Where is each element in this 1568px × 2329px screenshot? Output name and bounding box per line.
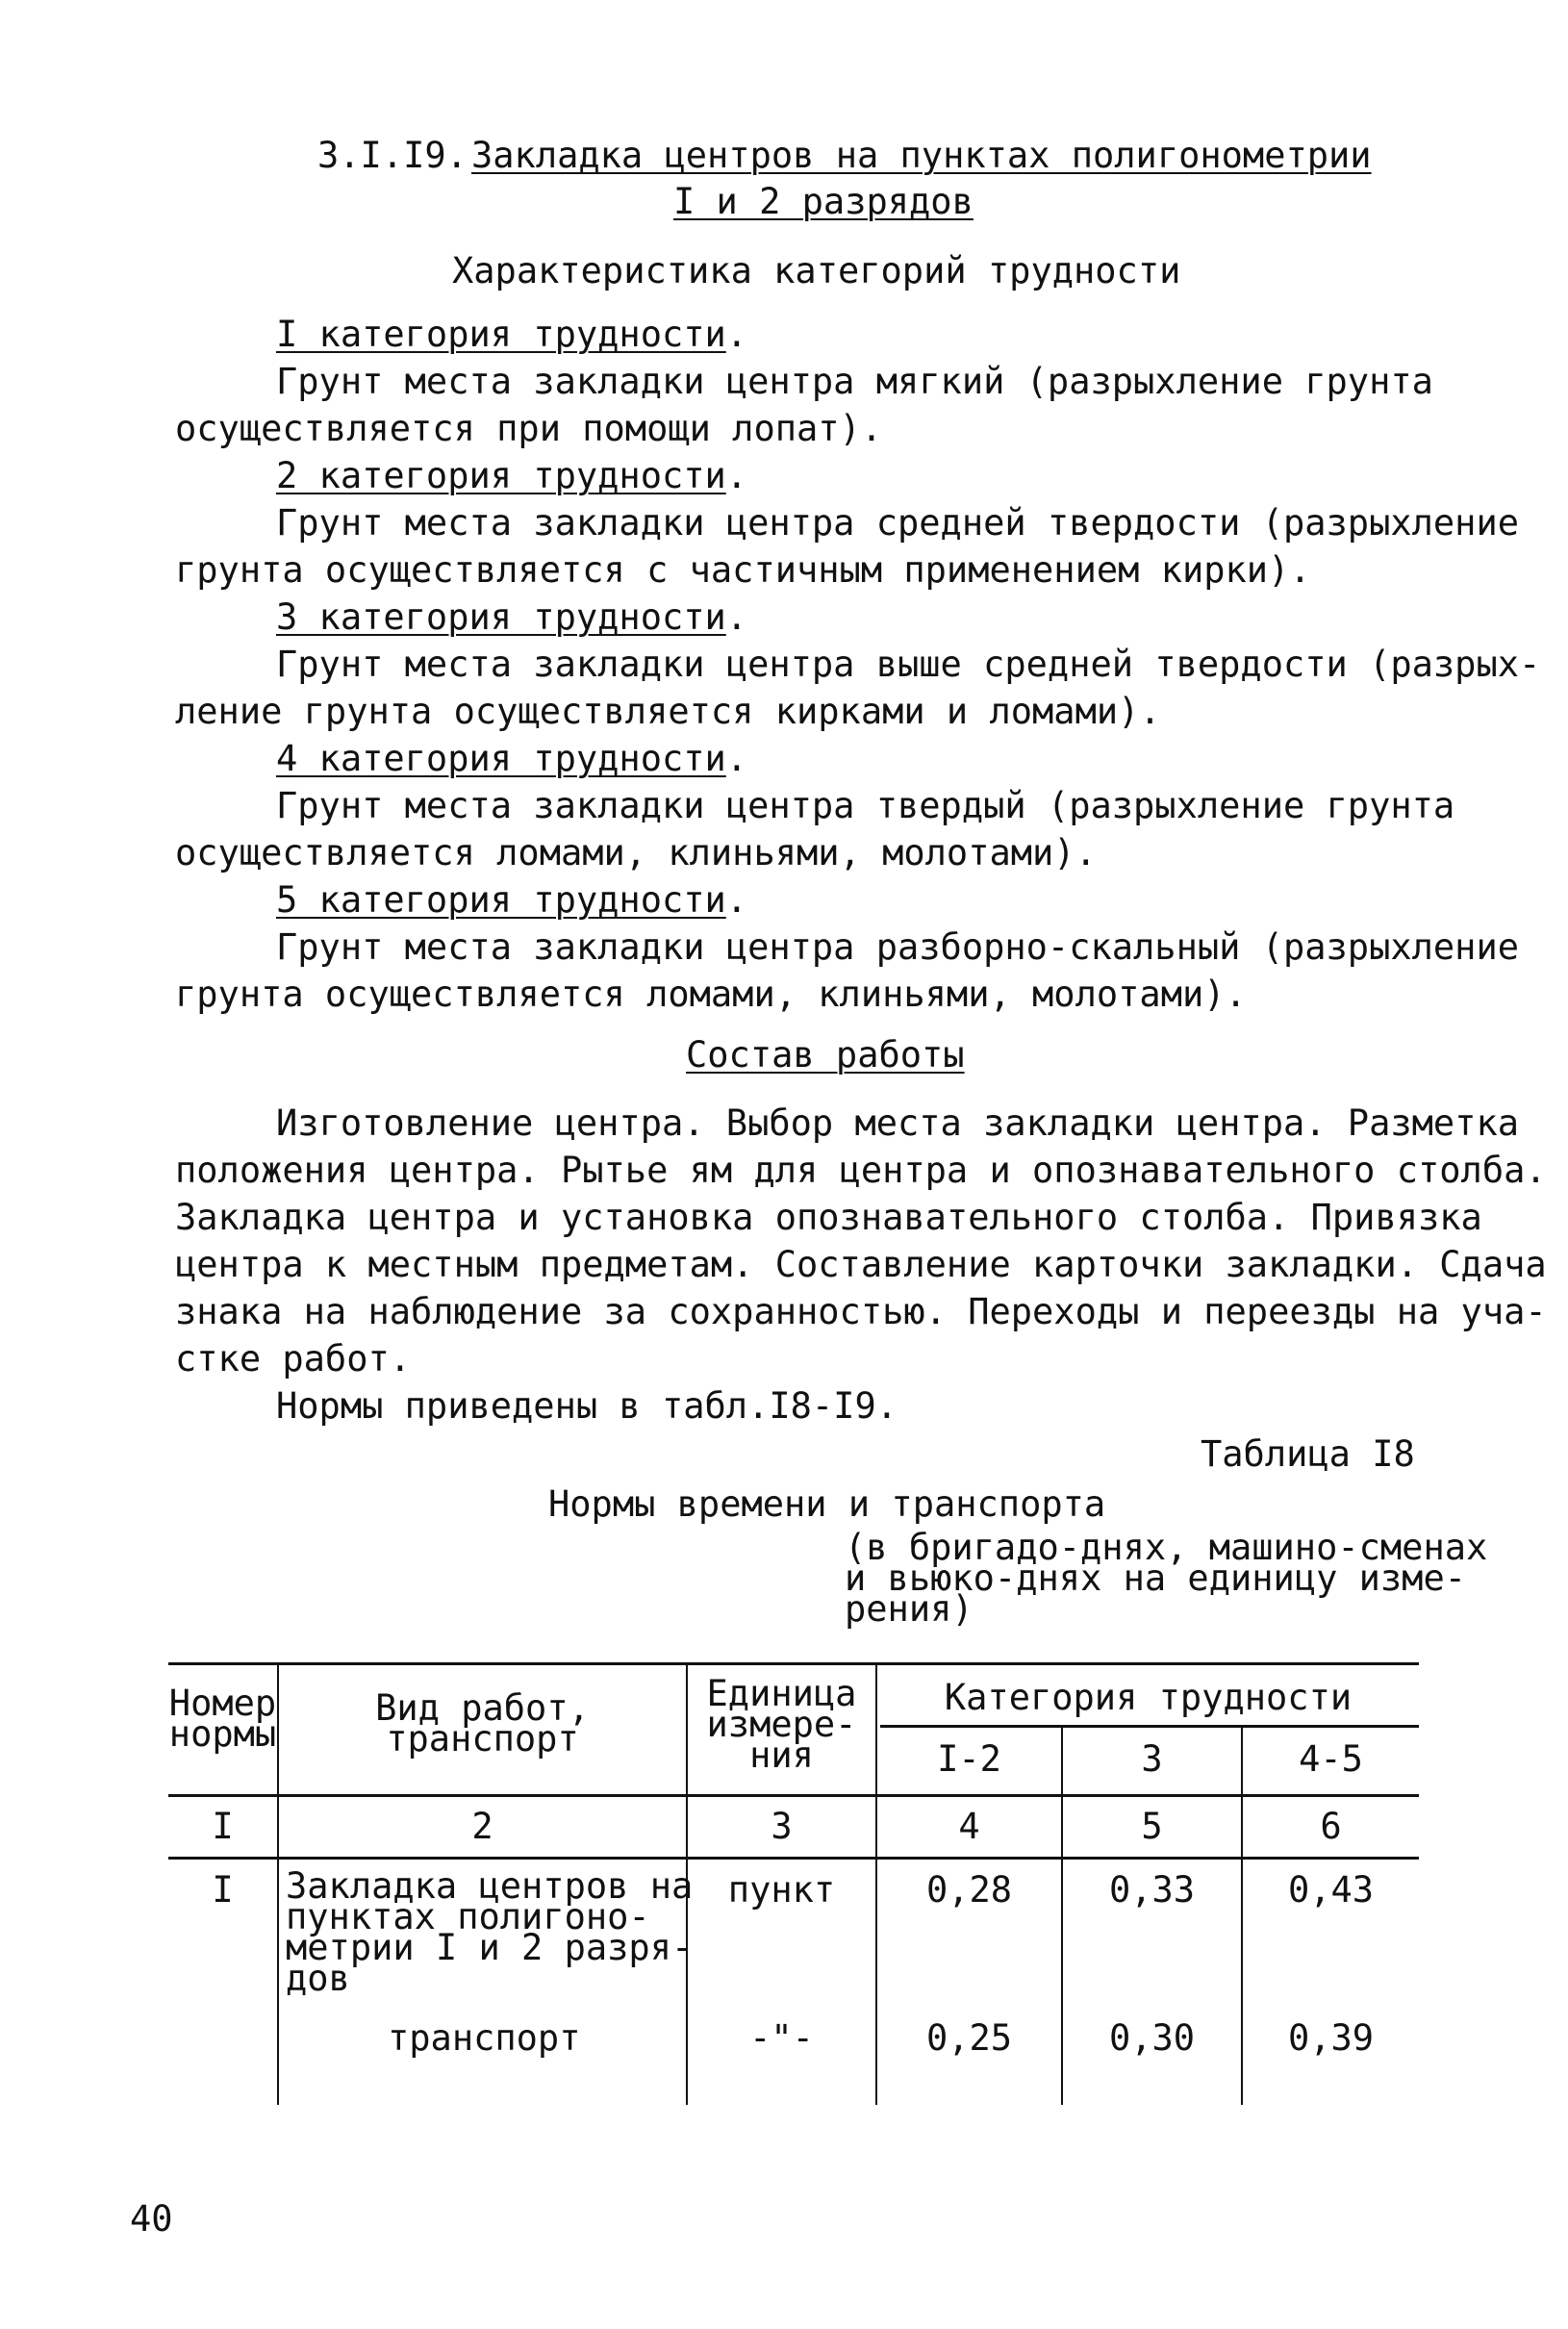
category-text-line: ление грунта осуществляется кирками и ломами). — [175, 691, 1161, 732]
table-top-border — [168, 1662, 1419, 1665]
category-text-line: грунта осуществляется с частичным применением кирки). — [175, 549, 1311, 591]
category-text-line: Грунт места закладки центра выше средней твердости (разрых- — [276, 644, 1541, 685]
work-text-line: Закладка центра и установка опознавательного столба. Привязка — [175, 1197, 1482, 1238]
category-text-line: осуществляется ломами, клиньями, молотами). — [175, 832, 1097, 873]
table-row-work: Закладка центров на пунктах полигоно- метрии I и 2 разря- дов — [286, 1865, 694, 1999]
category-text-line: Грунт места закладки центра разборно-скальный (разрыхление — [276, 926, 1520, 968]
table-row-value: 0,43 — [1287, 1869, 1375, 1911]
table-title: Нормы времени и транспорта — [548, 1483, 1106, 1525]
column-number: I — [212, 1806, 234, 1847]
header-norm-number: Номер нормы — [168, 1683, 277, 1755]
work-text-line: знака на наблюдение за сохранностью. Переходы и переезды на уча- — [175, 1291, 1547, 1332]
work-description — [175, 1100, 1547, 1430]
table-row-unit: пункт — [727, 1869, 836, 1911]
column-numbers-bottom-border — [168, 1857, 1419, 1860]
column-number: 5 — [1141, 1806, 1163, 1847]
work-text-line: Изготовление центра. Выбор места закладки центра. Разметка — [276, 1102, 1520, 1144]
header-unit: Единица измере- ния — [706, 1673, 857, 1776]
column-number: 2 — [471, 1806, 493, 1847]
header-work-type: Вид работ, транспорт — [375, 1687, 590, 1759]
table-row-number: I — [212, 1869, 234, 1911]
table-row-value: 0,28 — [925, 1869, 1013, 1911]
table-label: Таблица I8 — [1201, 1433, 1415, 1475]
table-row-value: 0,33 — [1108, 1869, 1196, 1911]
table-row-value: 0,25 — [925, 2017, 1013, 2059]
header-bottom-border — [168, 1794, 1419, 1797]
work-title: Состав работы — [686, 1034, 965, 1076]
category-text-line: грунта осуществляется ломами, клиньями, молотами). — [175, 974, 1247, 1015]
page-number: 40 — [130, 2198, 173, 2240]
table-row-unit: -"- — [749, 2017, 814, 2059]
norms-note: Нормы приведены в табл.I8-I9. — [276, 1385, 898, 1427]
column-number: 4 — [958, 1806, 980, 1847]
table-row-work: транспорт — [388, 2017, 581, 2059]
table-row-value: 0,39 — [1287, 2017, 1375, 2059]
units-note: (в бригадо-днях, машино-сменах и вьюко-днях на единицу изме- рения) — [845, 1527, 1488, 1630]
header-category-col: I-2 — [937, 1738, 1001, 1780]
category-text-line: Грунт места закладки центра твердый (разрыхление грунта — [276, 785, 1455, 826]
table-row-value: 0,30 — [1108, 2017, 1196, 2059]
header-category-col: 3 — [1141, 1738, 1163, 1780]
work-text-line: стке работ. — [175, 1338, 412, 1380]
category-title: 5 категория трудности. — [276, 879, 748, 921]
section-title-line1: Закладка центров на пунктах полигонометрии — [471, 135, 1372, 176]
column-number: 3 — [771, 1806, 793, 1847]
category-title: I категория трудности. — [276, 314, 748, 355]
column-number: 6 — [1320, 1806, 1342, 1847]
section-title-line2: I и 2 разрядов — [673, 181, 974, 222]
header-category-col: 4-5 — [1299, 1738, 1363, 1780]
category-text-line: Грунт места закладки центра мягкий (разрыхление грунта — [276, 361, 1433, 402]
header-difficulty: Категория трудности — [944, 1677, 1353, 1718]
characteristics-title: Характеристика категорий трудности — [452, 250, 1181, 291]
category-subheader-border — [880, 1725, 1419, 1728]
category-text-line: осуществляется при помощи лопат). — [175, 408, 883, 449]
category-title: 3 категория трудности. — [276, 596, 748, 638]
category-title: 4 категория трудности. — [276, 738, 748, 779]
category-text-line: Грунт места закладки центра средней твердости (разрыхление — [276, 502, 1520, 544]
work-text-line: положения центра. Рытье ям для центра и опознавательного столба. — [175, 1150, 1547, 1191]
category-title: 2 категория трудности. — [276, 455, 748, 496]
section-number: 3.I.I9. — [317, 135, 468, 176]
work-text-line: центра к местным предметам. Составление карточки закладки. Сдача — [175, 1244, 1547, 1285]
categories-section — [175, 311, 1540, 1018]
